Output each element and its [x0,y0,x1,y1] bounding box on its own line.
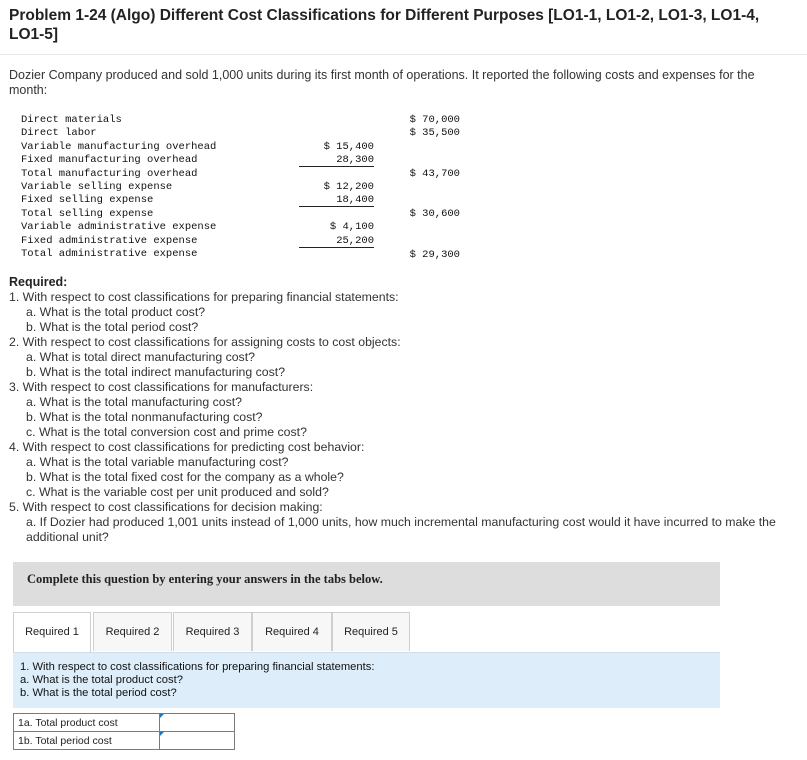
answer-label: 1a. Total product cost [14,714,160,732]
problem-title: Problem 1-24 (Algo) Different Cost Classifications for Different Purposes [LO1-1, LO1-2, LO1-3, LO1-4, LO1-5] [9,7,760,43]
input-marker-icon [160,732,164,736]
answer-label: 1b. Total period cost [14,732,160,750]
cost-label: Total selling expense [21,207,154,220]
tab-required-3[interactable]: Required 3 [173,612,252,651]
question-4c: c. What is the variable cost per unit produced and sold? [26,485,329,499]
cost-row [20,181,460,194]
cost-row [20,141,460,154]
question-3: 3. With respect to cost classifications for manufacturers: [9,380,314,394]
question-4a: a. What is the total variable manufacturing cost? [26,455,289,469]
cost-label: Total administrative expense [21,247,198,260]
answer-cell [160,714,235,732]
cost-row [20,248,460,261]
question-1a: a. What is the total product cost? [26,305,206,319]
answer-cell [160,732,235,750]
question-2b: b. What is the total indirect manufacturing cost? [26,365,286,379]
question-5a: a. If Dozier had produced 1,001 units instead of 1,000 units, how much incremental manufacturing cost would it have incurred to make the additional unit? [26,515,776,544]
cost-component-value: $ 4,100 [329,221,374,234]
cost-row [20,114,460,127]
input-marker-icon [160,714,164,718]
tab-required-4[interactable]: Required 4 [252,612,332,651]
cost-row [20,194,460,207]
question-1b: b. What is the total period cost? [26,320,199,334]
tab-panel-prompt [13,652,720,708]
cost-row [20,221,460,234]
question-2: 2. With respect to cost classifications for assigning costs to cost objects: [9,335,401,349]
required-heading: Required: [9,275,68,289]
cost-component-value: $ 15,400 [323,140,374,153]
cost-row [20,168,460,181]
answer-table [13,713,235,750]
cost-label: Variable manufacturing overhead [21,140,217,153]
cost-label: Fixed selling expense [21,194,154,207]
cost-label: Total manufacturing overhead [21,167,198,180]
panel-text [20,661,374,700]
cost-label: Variable administrative expense [21,221,217,234]
title-divider [0,54,807,55]
cost-total-value: $ 30,600 [409,207,460,220]
tab-required-5[interactable]: Required 5 [332,612,410,651]
panel-line-1: 1. With respect to cost classifications for preparing financial statements: [20,661,375,673]
cost-row [20,208,460,221]
tab-required-1[interactable]: Required 1 [13,612,91,653]
panel-line-2: a. What is the total product cost? [20,674,183,686]
cost-table [20,114,460,261]
question-4b: b. What is the total fixed cost for the company as a whole? [26,470,344,484]
banner-text: Complete this question by entering your answers in the tabs below. [27,572,383,586]
cost-component-value: $ 12,200 [323,180,374,193]
cost-label: Fixed administrative expense [21,234,198,247]
question-3a: a. What is the total manufacturing cost? [26,395,242,409]
cost-component-value: 25,200 [299,235,374,248]
question-list [9,290,799,545]
answer-row-period-cost [14,732,235,750]
cost-label: Direct labor [21,127,97,140]
tab-required-2[interactable]: Required 2 [93,612,172,651]
question-4: 4. With respect to cost classifications for predicting cost behavior: [9,440,365,454]
cost-row [20,154,460,167]
total-period-cost-input[interactable] [160,732,234,749]
question-5: 5. With respect to cost classifications for decision making: [9,500,323,514]
cost-row [20,127,460,140]
question-1: 1. With respect to cost classifications for preparing financial statements: [9,290,399,304]
cost-label: Direct materials [21,114,122,126]
answer-row-product-cost [14,714,235,732]
cost-label: Fixed manufacturing overhead [21,154,198,167]
cost-total-value: $ 29,300 [409,248,460,261]
cost-total-value: $ 35,500 [409,127,460,140]
cost-total-value: $ 70,000 [409,114,460,126]
cost-component-value: 28,300 [299,154,374,167]
question-2a: a. What is total direct manufacturing cost? [26,350,255,364]
cost-total-value: $ 43,700 [409,167,460,180]
instruction-banner [13,562,720,606]
panel-line-3: b. What is the total period cost? [20,687,177,699]
question-3c: c. What is the total conversion cost and prime cost? [26,425,307,439]
cost-row [20,235,460,248]
cost-component-value: 18,400 [299,194,374,207]
cost-label: Variable selling expense [21,180,173,193]
question-3b: b. What is the total nonmanufacturing cost? [26,410,263,424]
problem-intro: Dozier Company produced and sold 1,000 units during its first month of operations. It reported the following costs and expenses for the month: [9,68,755,97]
total-product-cost-input[interactable] [160,714,234,731]
